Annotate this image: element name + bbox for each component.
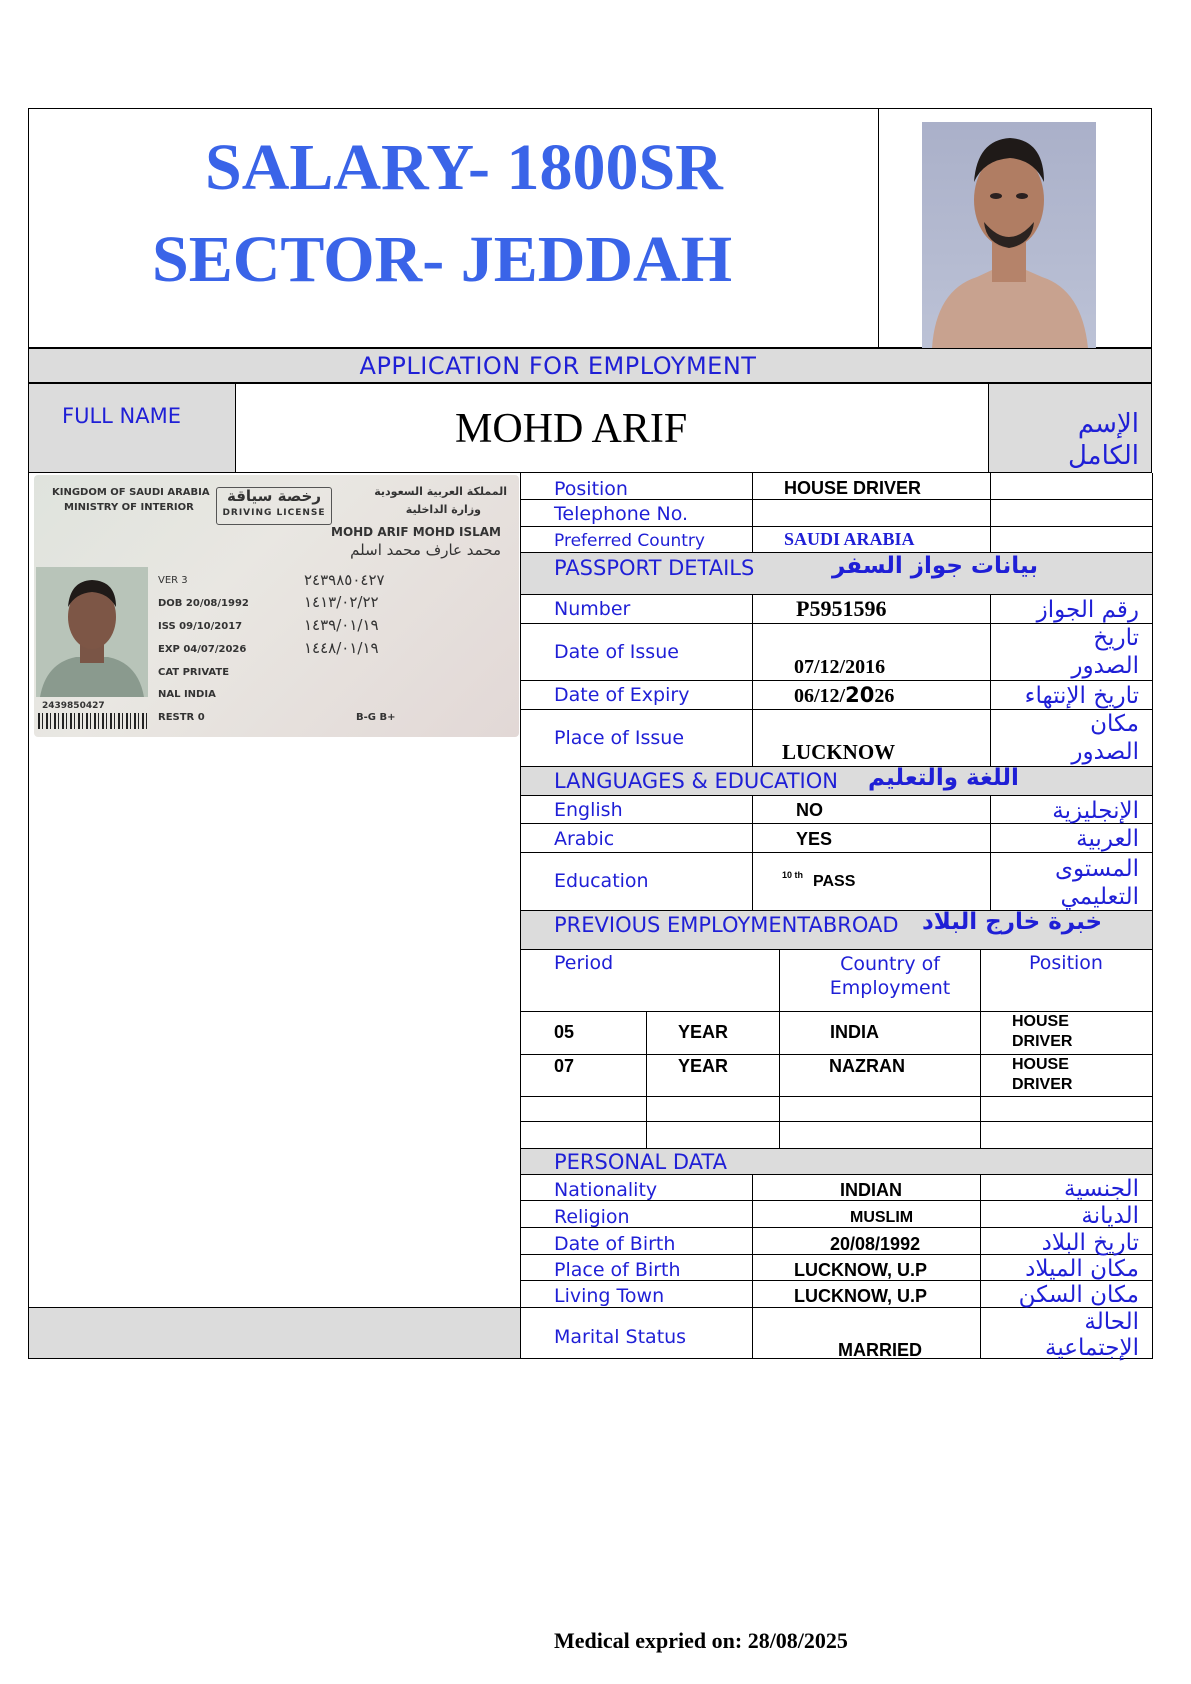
prev-row-2-position-1: HOUSE bbox=[1012, 1056, 1069, 1073]
license-iss: ISS 09/10/2017 bbox=[158, 621, 243, 632]
marital-status-label-ar-1: الحالة bbox=[1084, 1309, 1139, 1335]
driving-license-card bbox=[34, 475, 519, 737]
living-town-label: Living Town bbox=[554, 1285, 665, 1307]
nationality-value: INDIAN bbox=[840, 1180, 902, 1200]
license-title: DRIVING LICENSE bbox=[222, 508, 326, 518]
english-label-ar: الإنجليزية bbox=[1052, 798, 1139, 824]
languages-section-title: LANGUAGES & EDUCATION bbox=[554, 769, 838, 793]
marital-status-value: MARRIED bbox=[838, 1340, 922, 1360]
pob-label-ar: مكان الميلاد bbox=[1025, 1256, 1139, 1282]
passport-issue-label-ar-2: الصدور bbox=[1071, 653, 1139, 679]
license-dob: DOB 20/08/1992 bbox=[158, 598, 249, 609]
passport-number-label: Number bbox=[554, 598, 631, 620]
form-title: APPLICATION FOR EMPLOYMENT bbox=[359, 352, 757, 380]
languages-section-title-ar: اللغة والتعليم bbox=[868, 765, 1019, 791]
full-name-label-ar-2: الكامل bbox=[1067, 441, 1139, 471]
dob-label: Date of Birth bbox=[554, 1233, 676, 1255]
religion-label: Religion bbox=[554, 1206, 630, 1228]
preferred-country-label: Preferred Country bbox=[554, 531, 705, 551]
education-superscript: 10 th bbox=[782, 870, 804, 880]
license-ministry-ar: وزارة الداخلية bbox=[405, 503, 481, 516]
education-label: Education bbox=[554, 870, 649, 892]
license-barcode bbox=[38, 713, 150, 729]
medical-expiry-note: Medical expried on: 28/08/2025 bbox=[554, 1628, 848, 1653]
place-of-issue-label-ar-1: مكان bbox=[1090, 711, 1139, 737]
previous-employment-title: PREVIOUS EMPLOYMENTABROAD bbox=[554, 913, 899, 937]
position-value: HOUSE DRIVER bbox=[784, 478, 922, 498]
sector-title: SECTOR- JEDDAH bbox=[152, 223, 733, 296]
passport-expiry-label: Date of Expiry bbox=[554, 684, 690, 706]
nationality-label-ar: الجنسية bbox=[1064, 1176, 1139, 1202]
english-label: English bbox=[554, 799, 623, 821]
passport-number-value: P5951596 bbox=[796, 596, 887, 621]
license-country: KINGDOM OF SAUDI ARABIA bbox=[52, 487, 210, 498]
prev-row-2-years: 07 bbox=[554, 1056, 575, 1076]
passport-expiry-value-century: 20 bbox=[845, 683, 875, 707]
license-holder-ar: محمد عارف محمد اسلم bbox=[350, 541, 501, 559]
education-pass: PASS bbox=[813, 873, 856, 890]
arabic-label: Arabic bbox=[554, 828, 615, 850]
full-name-label-ar-1: الإسم bbox=[1077, 409, 1139, 439]
dob-value: 20/08/1992 bbox=[830, 1234, 921, 1254]
passport-issue-value: 07/12/2016 bbox=[794, 656, 886, 678]
living-town-label-ar: مكان السكن bbox=[1018, 1282, 1139, 1308]
license-exp: EXP 04/07/2026 bbox=[158, 644, 247, 655]
english-value: NO bbox=[796, 800, 823, 820]
religion-value: MUSLIM bbox=[850, 1209, 914, 1226]
license-photo bbox=[36, 567, 148, 697]
license-cat: CAT PRIVATE bbox=[158, 667, 230, 678]
passport-expiry-label-ar: تاريخ الإنتهاء bbox=[1024, 683, 1139, 709]
license-ver: VER 3 bbox=[158, 575, 188, 586]
education-label-ar-1: المستوى bbox=[1054, 856, 1139, 882]
marital-status-label: Marital Status bbox=[554, 1326, 687, 1348]
prev-row-1-position-2: DRIVER bbox=[1012, 1033, 1073, 1050]
telephone-label: Telephone No. bbox=[554, 503, 689, 525]
pob-value: LUCKNOW, U.P bbox=[794, 1260, 927, 1280]
license-iss-hijri: ١٤٣٩/٠١/١٩ bbox=[304, 616, 379, 634]
personal-data-title: PERSONAL DATA bbox=[554, 1150, 727, 1174]
passport-expiry-value-day-month: 06/12/ bbox=[794, 685, 846, 707]
living-town-value: LUCKNOW, U.P bbox=[794, 1286, 927, 1306]
col-period: Period bbox=[554, 952, 614, 974]
arabic-value: YES bbox=[796, 829, 833, 849]
license-number: 2439850427 bbox=[42, 701, 105, 711]
passport-expiry-value bbox=[794, 683, 894, 708]
passport-section-title-ar: بيانات جواز السفر bbox=[832, 553, 1038, 579]
full-name-label: FULL NAME bbox=[62, 404, 181, 428]
license-id-ar: ٢٤٣٩٨٥٠٤٢٧ bbox=[304, 571, 385, 589]
license-dob-hijri: ١٤١٣/٠٢/٢٢ bbox=[304, 593, 379, 611]
place-of-issue-value: LUCKNOW bbox=[782, 740, 896, 764]
dob-label-ar: تاريخ البلاد bbox=[1041, 1230, 1139, 1256]
license-restr: RESTR 0 bbox=[158, 712, 205, 723]
prev-row-1-country: INDIA bbox=[830, 1022, 879, 1042]
license-holder: MOHD ARIF MOHD ISLAM bbox=[331, 525, 501, 539]
religion-label-ar: الديانة bbox=[1081, 1203, 1139, 1229]
passport-issue-label-ar-1: تاريخ bbox=[1093, 625, 1139, 651]
prev-row-1-position-1: HOUSE bbox=[1012, 1013, 1069, 1030]
education-label-ar-2: التعليمي bbox=[1060, 884, 1139, 910]
applicant-photo bbox=[922, 122, 1096, 348]
prev-row-2-position-2: DRIVER bbox=[1012, 1076, 1073, 1093]
license-country-ar: المملكة العربية السعودية bbox=[374, 485, 507, 498]
arabic-label-ar: العربية bbox=[1076, 826, 1139, 852]
place-of-issue-label: Place of Issue bbox=[554, 727, 685, 749]
passport-issue-label: Date of Issue bbox=[554, 641, 679, 663]
pob-label: Place of Birth bbox=[554, 1259, 681, 1281]
marital-status-label-ar-2: الإجتماعية bbox=[1045, 1335, 1139, 1361]
passport-expiry-value-year: 26 bbox=[874, 685, 895, 707]
prev-row-1-years: 05 bbox=[554, 1022, 575, 1042]
prev-row-2-country: NAZRAN bbox=[829, 1056, 905, 1076]
license-title-ar: رخصة سياقة bbox=[227, 487, 321, 505]
preferred-country-value: SAUDI ARABIA bbox=[784, 529, 915, 549]
license-blood: B-G B+ bbox=[356, 712, 396, 723]
place-of-issue-label-ar-2: الصدور bbox=[1071, 739, 1139, 765]
position-label: Position bbox=[554, 478, 628, 500]
license-nal: NAL INDIA bbox=[158, 689, 216, 700]
nationality-label: Nationality bbox=[554, 1179, 658, 1201]
full-name-value: MOHD ARIF bbox=[455, 406, 688, 452]
previous-employment-title-ar: خبرة خارج البلاد bbox=[922, 909, 1103, 935]
passport-section-title: PASSPORT DETAILS bbox=[554, 556, 755, 580]
col-country: Country of Employment bbox=[829, 953, 951, 999]
col-position: Position bbox=[1029, 952, 1103, 974]
salary-title: SALARY- 1800SR bbox=[205, 131, 723, 204]
education-value bbox=[782, 870, 855, 891]
prev-row-1-unit: YEAR bbox=[678, 1022, 729, 1042]
passport-number-label-ar: رقم الجواز bbox=[1036, 597, 1139, 623]
license-exp-hijri: ١٤٤٨/٠١/١٩ bbox=[304, 639, 379, 657]
license-ministry: MINISTRY OF INTERIOR bbox=[64, 502, 194, 513]
prev-row-2-unit: YEAR bbox=[678, 1056, 729, 1076]
